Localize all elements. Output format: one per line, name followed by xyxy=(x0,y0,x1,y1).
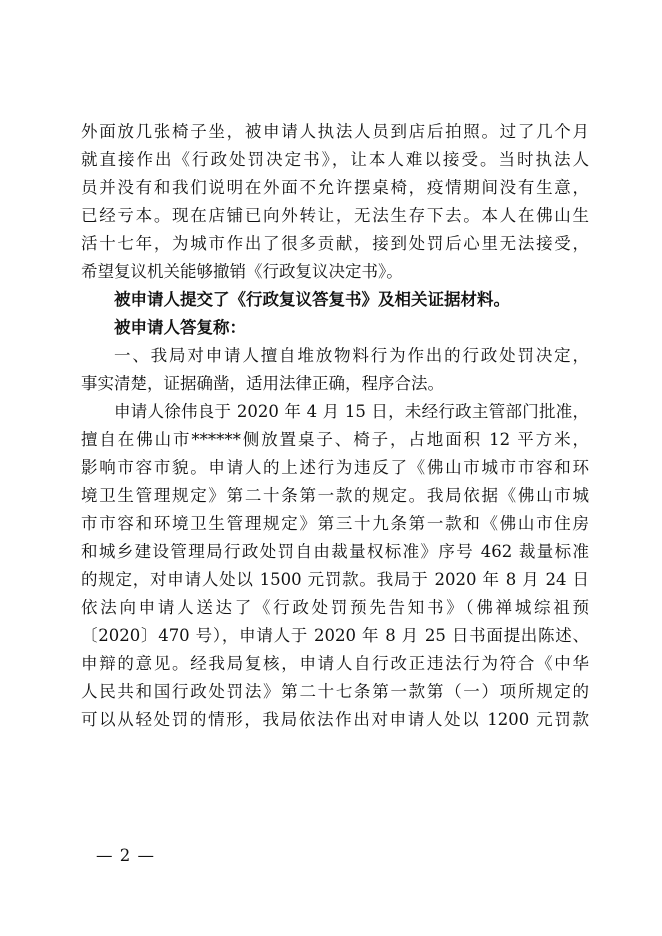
text-line: 依法向申请人送达了《行政处罚预先告知书》（佛禅城综祖预 xyxy=(81,598,589,617)
paragraph-bold-statement xyxy=(81,286,589,314)
document-body xyxy=(81,118,589,734)
text-line: 被申请人答复称： xyxy=(114,318,246,337)
text-line: 〔2020〕470 号），申请人于 2020 年 8 月 25 日书面提出陈述、 xyxy=(81,626,589,645)
text-line: 的规定，对申请人处以 1500 元罚款。我局于 2020 年 8 月 24 日 xyxy=(81,570,589,589)
text-line: 擅自在佛山市******侧放置桌子、椅子，占地面积 12 平方米， xyxy=(81,430,589,449)
text-line: 市市容和环境卫生管理规定》第三十九条第一款和《佛山市住房 xyxy=(81,514,589,533)
text-line: 可以从轻处罚的情形，我局依法作出对申请人处以 1200 元罚款 xyxy=(81,710,589,729)
paragraph xyxy=(81,342,589,398)
page-number: — 2 — xyxy=(96,846,155,865)
text-line: 员并没有和我们说明在外面不允许摆桌椅，疫情期间没有生意， xyxy=(81,178,589,197)
text-line: 人民共和国行政处罚法》第二十七条第一款第（一）项所规定的 xyxy=(81,682,589,701)
text-line: 事实清楚，证据确凿，适用法律正确，程序合法。 xyxy=(81,374,444,393)
text-line: 希望复议机关能够撤销《行政复议决定书》。 xyxy=(81,262,403,281)
text-line: 境卫生管理规定》第二十条第一款的规定。我局依据《佛山市城 xyxy=(81,486,589,505)
text-line: 被申请人提交了《行政复议答复书》及相关证据材料。 xyxy=(114,290,510,309)
paragraph xyxy=(81,398,589,734)
text-line: 申请人徐伟良于 2020 年 4 月 15 日，未经行政主管部门批准， xyxy=(114,402,589,421)
text-line: 就直接作出《行政处罚决定书》，让本人难以接受。当时执法人 xyxy=(81,150,589,169)
paragraph xyxy=(81,118,589,286)
text-line: 和城乡建设管理局行政处罚自由裁量权标准》序号 462 裁量标准 xyxy=(81,542,589,561)
text-line: 已经亏本。现在店铺已向外转让，无法生存下去。本人在佛山生 xyxy=(81,206,589,225)
paragraph-bold-heading xyxy=(81,314,589,342)
text-line: 影响市容市貌。申请人的上述行为违反了《佛山市城市市容和环 xyxy=(81,458,589,477)
text-line: 活十七年，为城市作出了很多贡献，接到处罚后心里无法接受， xyxy=(81,234,589,253)
text-line: 一、我局对申请人擅自堆放物料行为作出的行政处罚决定， xyxy=(114,346,589,365)
text-line: 外面放几张椅子坐，被申请人执法人员到店后拍照。过了几个月 xyxy=(81,122,589,141)
text-line: 申辩的意见。经我局复核，申请人自行改正违法行为符合《中华 xyxy=(81,654,589,673)
